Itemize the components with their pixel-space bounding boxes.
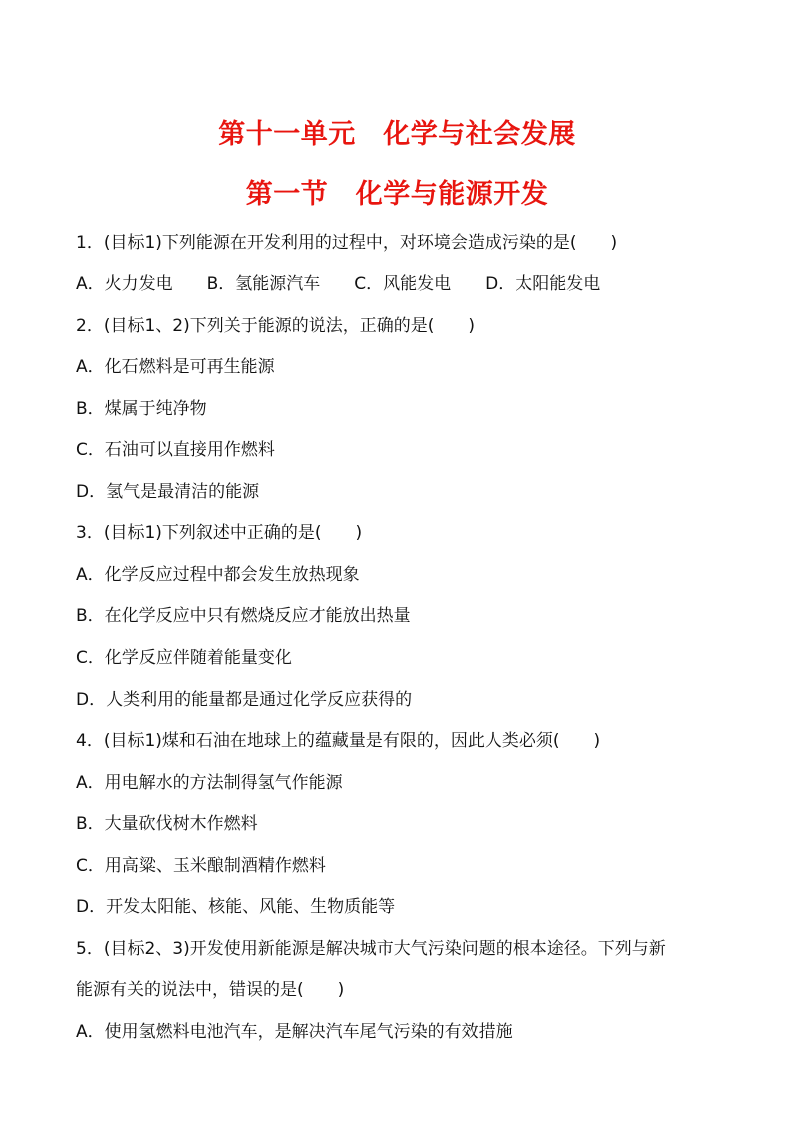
question-2-option-a: A．化石燃料是可再生能源 bbox=[76, 357, 275, 377]
question-2-option-c: C．石油可以直接用作燃料 bbox=[76, 440, 275, 460]
question-3-option-c: C．化学反应伴随着能量变化 bbox=[76, 648, 292, 668]
question-5-stem: 5．(目标2、3)开发使用新能源是解决城市大气污染问题的根本途径。下列与新 bbox=[76, 939, 666, 959]
question-5-stem-continued: 能源有关的说法中，错误的是( ) bbox=[76, 980, 345, 1000]
question-3-option-a: A．化学反应过程中都会发生放热现象 bbox=[76, 565, 360, 585]
question-4-option-a: A．用电解水的方法制得氢气作能源 bbox=[76, 773, 343, 793]
question-4-stem: 4．(目标1)煤和石油在地球上的蕴藏量是有限的，因此人类必须( ) bbox=[76, 731, 601, 751]
question-2-option-d: D．氢气是最清洁的能源 bbox=[76, 482, 260, 502]
question-2-stem: 2．(目标1、2)下列关于能源的说法，正确的是( ) bbox=[76, 316, 475, 336]
question-4-option-d: D．开发太阳能、核能、风能、生物质能等 bbox=[76, 897, 396, 917]
question-2-option-b: B．煤属于纯净物 bbox=[76, 399, 207, 419]
question-3-option-d: D．人类利用的能量都是通过化学反应获得的 bbox=[76, 690, 413, 710]
unit-title: 第十一单元 化学与社会发展 bbox=[218, 119, 576, 150]
question-5-option-a: A．使用氢燃料电池汽车，是解决汽车尾气污染的有效措施 bbox=[76, 1022, 513, 1042]
question-1-stem: 1．(目标1)下列能源在开发利用的过程中，对环境会造成污染的是( ) bbox=[76, 233, 618, 253]
question-4-option-c: C．用高粱、玉米酿制酒精作燃料 bbox=[76, 856, 326, 876]
question-4-option-b: B．大量砍伐树木作燃料 bbox=[76, 814, 258, 834]
question-1-options: A．火力发电 B．氢能源汽车 C．风能发电 D．太阳能发电 bbox=[76, 274, 601, 294]
question-3-option-b: B．在化学反应中只有燃烧反应才能放出热量 bbox=[76, 606, 411, 626]
question-3-stem: 3．(目标1)下列叙述中正确的是( ) bbox=[76, 523, 363, 543]
section-title: 第一节 化学与能源开发 bbox=[245, 179, 549, 210]
